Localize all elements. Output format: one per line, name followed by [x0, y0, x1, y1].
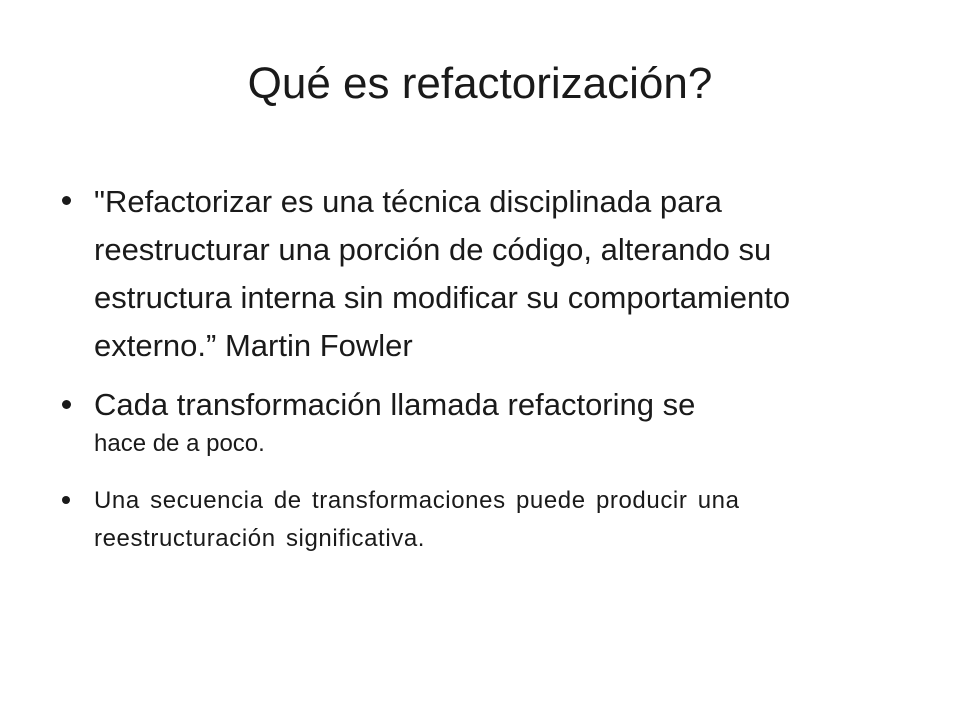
- bullet-item-transformation: [56, 384, 876, 462]
- bullet-item-definition: [56, 178, 876, 370]
- slide-title: Qué es refactorización?: [247, 59, 713, 108]
- bullet-text-transformation-main: Cada transformación llamada refactoring se: [94, 387, 696, 422]
- bullet-text-sequence: Una secuencia de transformaciones puede producir una reestructuración significativa.: [94, 487, 740, 552]
- bullet-list: [56, 178, 876, 558]
- bullet-text-definition: "Refactorizar es una técnica disciplinada para reestructurar una porción de código, alterando su estructura interna sin modificar su comportamiento externo.” Martin Fowler: [94, 184, 791, 363]
- bullet-dot-icon: [62, 496, 70, 504]
- bullet-text-transformation-small: hace de a poco.: [94, 430, 265, 457]
- bullet-dot-icon: [62, 196, 71, 205]
- bullet-item-sequence: [56, 482, 894, 558]
- bullet-dot-icon: [62, 400, 71, 409]
